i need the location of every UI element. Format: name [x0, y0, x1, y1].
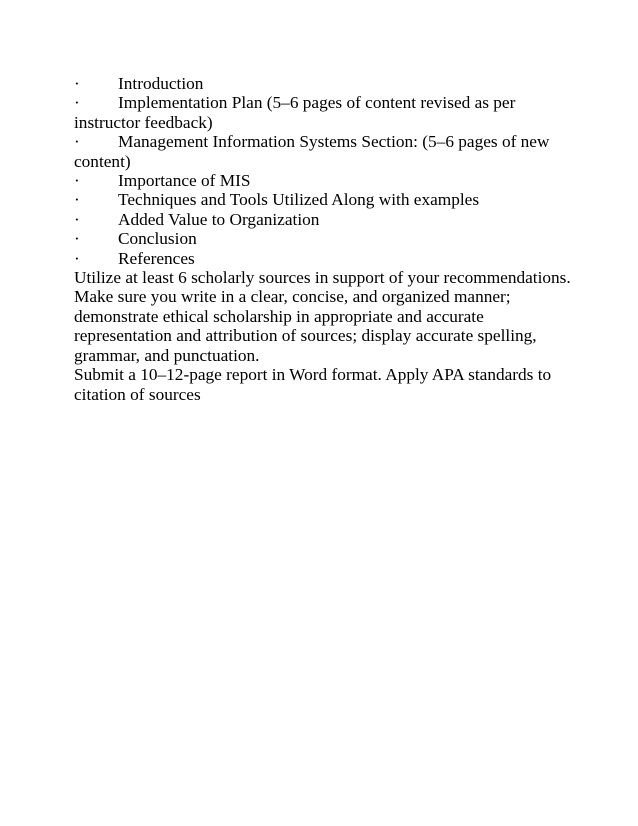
paragraph-submission-instructions: Submit a 10–12-page report in Word format. Apply APA standards to citation of sources — [74, 365, 552, 404]
bullet-icon: · — [74, 209, 80, 229]
list-item-references — [74, 249, 574, 268]
list-item-importance-of-mis — [74, 171, 574, 190]
list-item-mis-section — [74, 132, 574, 171]
list-item-text: Introduction — [118, 74, 204, 93]
paragraph-sources-requirements: Utilize at least 6 scholarly sources in support of your recommendations. Make sure you write in a clear, concise, and organized manner; demonstrate ethical scholarship in appropriate and accurate representation and attribution of sources; display accurate spelling, grammar, and punctuation. — [74, 268, 571, 365]
list-item-added-value — [74, 210, 574, 229]
list-item-text: Conclusion — [118, 229, 197, 249]
bullet-icon: · — [74, 93, 80, 113]
list-item-implementation-plan — [74, 93, 574, 132]
list-item-conclusion — [74, 229, 574, 248]
bullet-icon: · — [74, 171, 80, 191]
list-item-text: Implementation Plan (5–6 pages of content revised as per instructor feedback) — [74, 93, 516, 132]
bullet-icon: · — [74, 132, 80, 152]
bullet-icon: · — [74, 229, 80, 249]
document-body — [74, 74, 574, 404]
list-item-text: Techniques and Tools Utilized Along with examples — [118, 190, 480, 210]
bullet-icon: · — [74, 248, 80, 268]
list-item-text: Importance of MIS — [118, 171, 251, 191]
list-item-text: Added Value to Organization — [118, 209, 320, 229]
bullet-icon: · — [74, 74, 80, 93]
list-item-introduction — [74, 74, 574, 93]
list-item-text: Management Information Systems Section: (5–6 pages of new content) — [74, 132, 550, 171]
list-item-text: References — [118, 248, 195, 268]
bullet-icon: · — [74, 190, 80, 210]
list-item-techniques-and-tools — [74, 190, 574, 209]
